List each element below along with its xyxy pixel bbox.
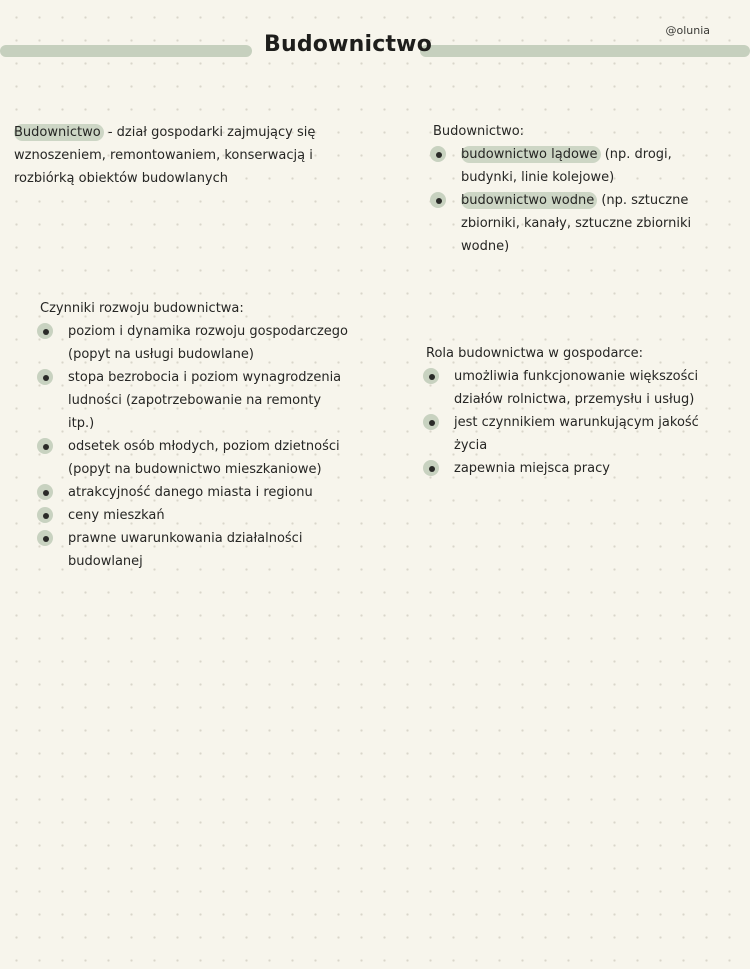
factor-text: ceny mieszkań — [68, 508, 165, 523]
type-text: (np. drogi, — [600, 147, 672, 162]
title-line-left — [0, 45, 252, 57]
role-list — [426, 365, 744, 480]
bullet-icon — [40, 441, 51, 452]
bullet-icon — [40, 487, 51, 498]
bullet-icon — [433, 195, 444, 206]
list-item — [433, 189, 733, 258]
list-item — [40, 435, 390, 481]
role-text: jest czynnikiem warunkującym jakość — [454, 415, 699, 430]
role-text: działów rolnictwa, przemysłu i usług) — [454, 392, 695, 407]
definition-text-3: rozbiórką obiektów budowlanych — [14, 171, 229, 186]
bullet-icon — [40, 510, 51, 521]
definition-term: Budownictwo — [14, 124, 104, 141]
types-block — [433, 120, 733, 258]
role-text: życia — [454, 438, 488, 453]
type-label: budownictwo wodne — [461, 192, 597, 209]
list-item — [433, 143, 733, 189]
bullet-icon — [426, 371, 437, 382]
list-item — [40, 366, 390, 435]
factor-text: poziom i dynamika rozwoju gospodarczego — [68, 324, 349, 339]
bullet-icon — [426, 417, 437, 428]
bullet-icon — [433, 149, 444, 160]
type-label: budownictwo lądowe — [461, 146, 601, 163]
definition-text-1: - dział gospodarki zajmujący się — [103, 125, 316, 140]
factor-text: (popyt na usługi budowlane) — [68, 347, 254, 362]
definition-line-1 — [14, 121, 394, 144]
factors-list — [40, 320, 390, 573]
bullet-icon — [40, 372, 51, 383]
list-item — [40, 320, 390, 366]
title-line-right — [420, 45, 750, 57]
definition-block — [14, 121, 394, 190]
factor-text: prawne uwarunkowania działalności — [68, 531, 303, 546]
list-item — [426, 457, 744, 480]
type-text: zbiorniki, kanały, sztuczne zbiorniki — [461, 216, 692, 231]
role-heading: Rola budownictwa w gospodarce: — [426, 346, 644, 361]
role-text: zapewnia miejsca pracy — [454, 461, 610, 476]
factor-text: itp.) — [68, 416, 95, 431]
role-text: umożliwia funkcjonowanie większości — [454, 369, 699, 384]
definition-text-2: wznoszeniem, remontowaniem, konserwacją i — [14, 148, 313, 163]
list-item — [426, 365, 744, 411]
factors-heading: Czynniki rozwoju budownictwa: — [40, 301, 244, 316]
list-item — [426, 411, 744, 457]
page-title: Budownictwo — [264, 32, 433, 57]
author-handle: @olunia — [665, 24, 710, 37]
factor-text: atrakcyjność danego miasta i regionu — [68, 485, 313, 500]
bullet-icon — [426, 463, 437, 474]
type-text: wodne) — [461, 239, 510, 254]
factor-text: stopa bezrobocia i poziom wynagrodzenia — [68, 370, 342, 385]
factor-text: ludności (zapotrzebowanie na remonty — [68, 393, 322, 408]
type-text: budynki, linie kolejowe) — [461, 170, 615, 185]
types-heading: Budownictwo: — [433, 124, 525, 139]
bullet-icon — [40, 326, 51, 337]
factor-text: (popyt na budownictwo mieszkaniowe) — [68, 462, 322, 477]
list-item — [40, 527, 390, 573]
factor-text: odsetek osób młodych, poziom dzietności — [68, 439, 340, 454]
role-block — [426, 342, 744, 480]
factors-block — [40, 297, 390, 573]
bullet-icon — [40, 533, 51, 544]
factor-text: budowlanej — [68, 554, 143, 569]
types-list — [433, 143, 733, 258]
list-item — [40, 504, 390, 527]
list-item — [40, 481, 390, 504]
type-text: (np. sztuczne — [597, 193, 689, 208]
